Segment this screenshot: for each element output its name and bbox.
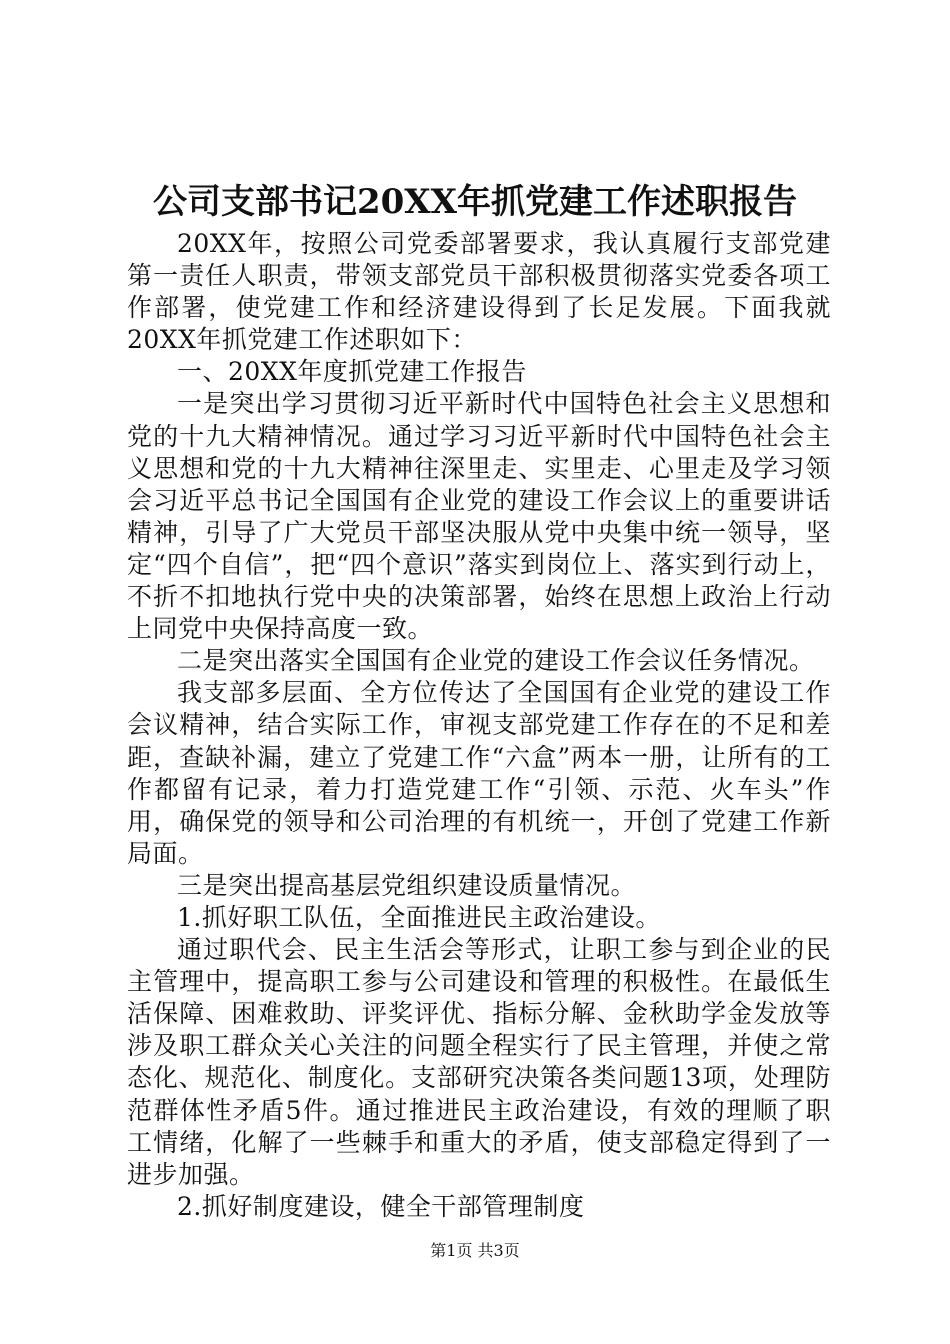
item-heading-1: 1.抓好职工队伍，全面推进民主政治建设。 [177, 902, 661, 932]
document-body [127, 228, 831, 1223]
paragraph-intro: 20XX年，按照公司党委部署要求，我认真履行支部党建第一责任人职责，带领支部党员干部积极贯彻落实党委各项工作部署，使党建工作和经济建设得到了长足发展。下面我就20XX年抓党建工作述职如下： [127, 229, 831, 355]
page-number-footer: 第1页 共3页 [430, 1241, 520, 1260]
paragraph-study: 一是突出学习贯彻习近平新时代中国特色社会主义思想和党的十九大精神情况。通过学习习近平新时代中国特色社会主义思想和党的十九大精神往深里走、实里走、心里走及学习领会习近平总书记全国国有企业党的建设工作会议上的重要讲话精神，引导了广大党员干部坚决服从党中央集中统一领导，坚定“四个自信”，把“四个意识”落实到岗位上、落实到行动上，不折不扣地执行党中央的决策部署，始终在思想上政治上行动上同党中央保持高度一致。 [127, 389, 831, 644]
document-title: 公司支部书记20XX年抓党建工作述职报告 [152, 182, 798, 222]
subheading-3: 三是突出提高基层党组织建设质量情况。 [177, 870, 637, 900]
item-heading-2: 2.抓好制度建设，健全干部管理制度 [177, 1191, 585, 1221]
paragraph-conference: 我支部多层面、全方位传达了全国国有企业党的建设工作会议精神，结合实际工作，审视支部党建工作存在的不足和差距，查缺补漏，建立了党建工作“六盒”两本一册，让所有的工作都留有记录，着力打造党建工作“引领、示范、火车头”作用，确保党的领导和公司治理的有机统一，开创了党建工作新局面。 [127, 678, 831, 868]
section-heading-1: 一、20XX年度抓党建工作报告 [177, 357, 527, 387]
paragraph-democracy: 通过职代会、民主生活会等形式，让职工参与到企业的民主管理中，提高职工参与公司建设和管理的积极性。在最低生活保障、困难救助、评奖评优、指标分解、金秋助学金发放等涉及职工群众关心关注的问题全程实行了民主管理，并使之常态化、规范化、制度化。支部研究决策各类问题13项，处理防范群体性矛盾5件。通过推进民主政治建设，有效的理顺了职工情绪，化解了一些棘手和重大的矛盾，使支部稳定得到了一进步加强。 [127, 935, 831, 1189]
subheading-2: 二是突出落实全国国有企业党的建设工作会议任务情况。 [177, 646, 815, 676]
